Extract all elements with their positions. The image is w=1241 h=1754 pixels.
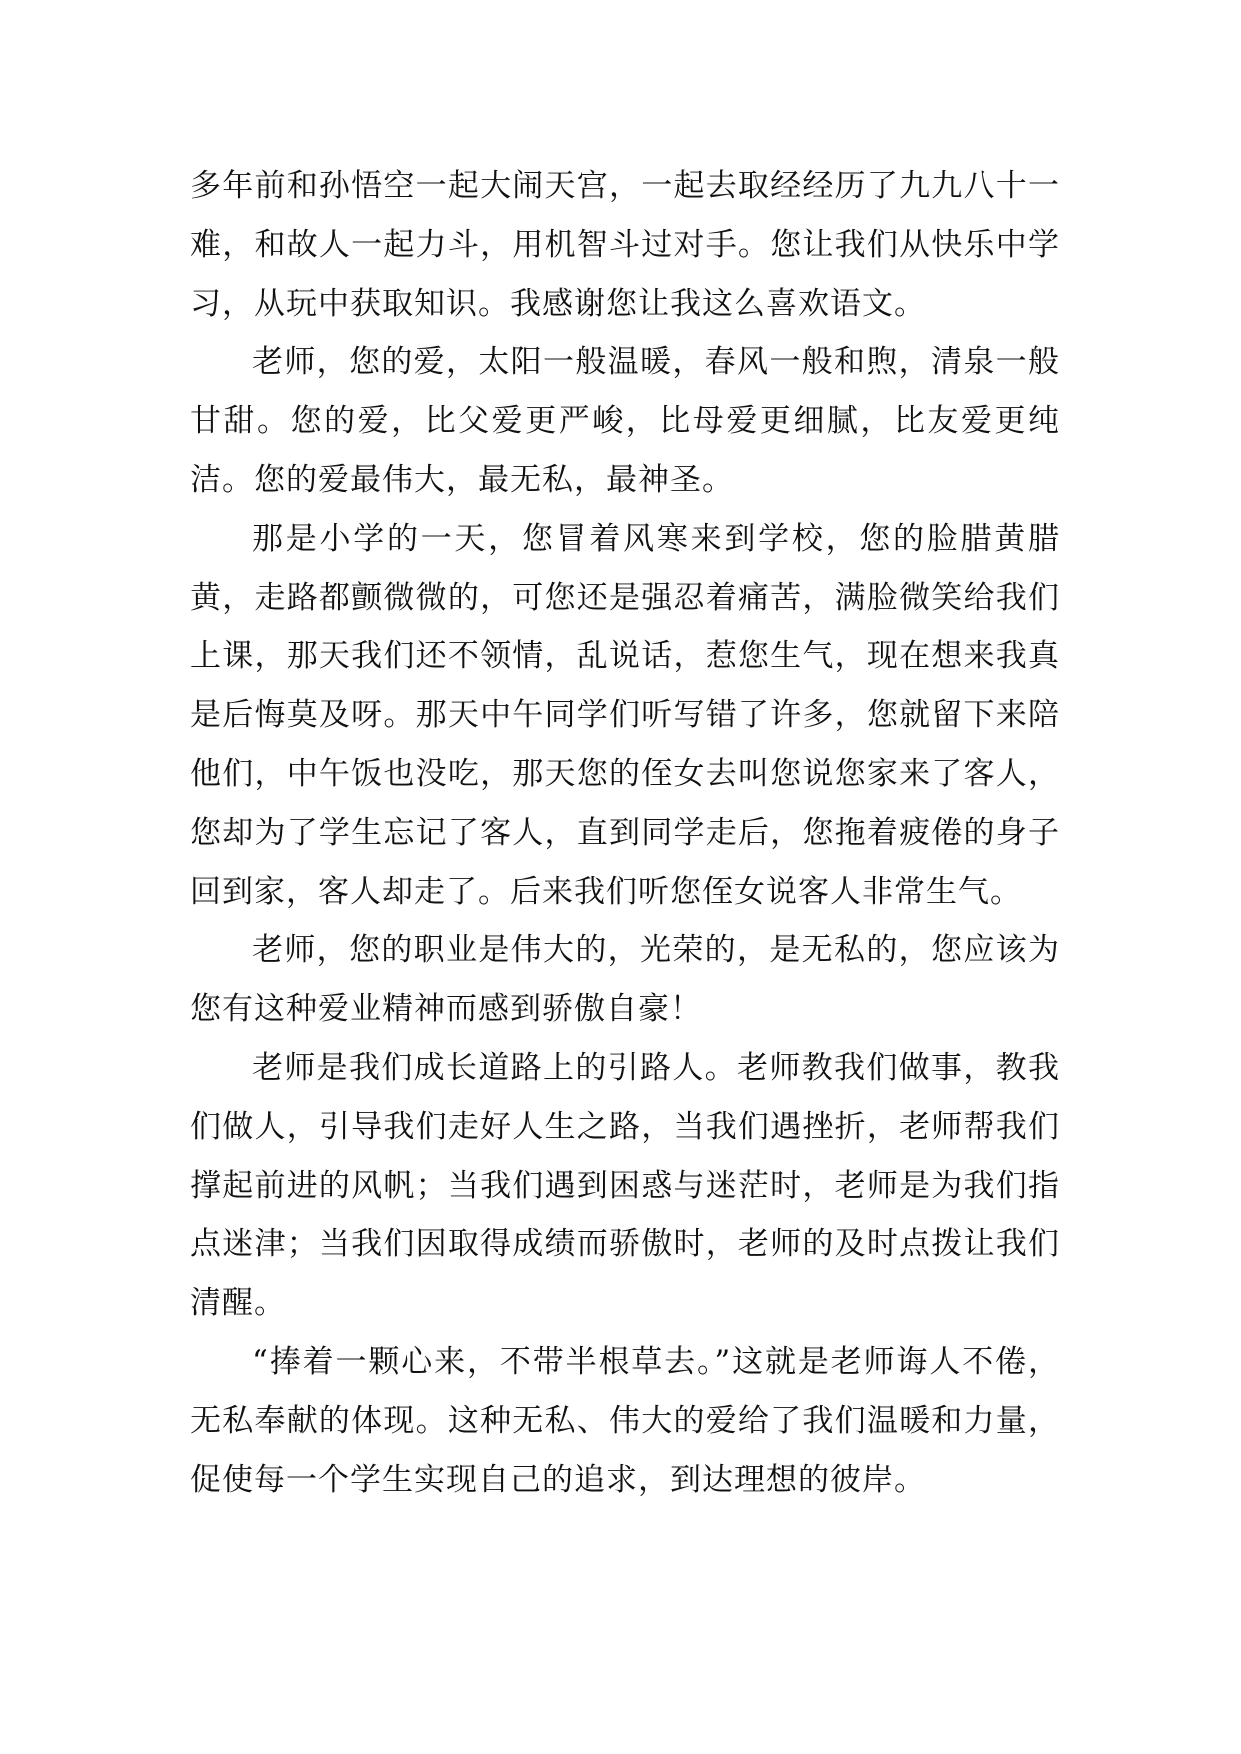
paragraph-4: 老师，您的职业是伟大的，光荣的，是无私的，您应该为您有这种爱业精神而感到骄傲自豪！ bbox=[190, 932, 1060, 1028]
document-body bbox=[190, 157, 1060, 1509]
paragraph-5: 老师是我们成长道路上的引路人。老师教我们做事，教我们做人，引导我们走好人生之路，当我们遇挫折，老师帮我们撑起前进的风帆；当我们遇到困惑与迷茫时，老师是为我们指点迷津；当我们因取得成绩而骄傲时，老师的及时点拨让我们清醒。 bbox=[190, 1049, 1060, 1322]
paragraph-6: “捧着一颗心来，不带半根草去。”这就是老师诲人不倦，无私奉献的体现。这种无私、伟大的爱给了我们温暖和力量，促使每一个学生实现自己的追求，到达理想的彼岸。 bbox=[190, 1343, 1060, 1498]
paragraph-2: 老师，您的爱，太阳一般温暖，春风一般和煦，清泉一般甘甜。您的爱，比父爱更严峻，比母爱更细腻，比友爱更纯洁。您的爱最伟大，最无私，最神圣。 bbox=[190, 344, 1060, 498]
paragraph-1: 多年前和孙悟空一起大闹天宫，一起去取经经历了九九八十一难，和故人一起力斗，用机智斗过对手。您让我们从快乐中学习，从玩中获取知识。我感谢您让我这么喜欢语文。 bbox=[190, 168, 1060, 322]
paragraph-3: 那是小学的一天，您冒着风寒来到学校，您的脸腊黄腊黄，走路都颤微微的，可您还是强忍着痛苦，满脸微笑给我们上课，那天我们还不领情，乱说话，惹您生气，现在想来我真是后悔莫及呀。那天中午同学们听写错了许多，您就留下来陪他们，中午饭也没吃，那天您的侄女去叫您说您家来了客人，您却为了学生忘记了客人，直到同学走后，您拖着疲倦的身子回到家，客人却走了。后来我们听您侄女说客人非常生气。 bbox=[190, 520, 1060, 910]
